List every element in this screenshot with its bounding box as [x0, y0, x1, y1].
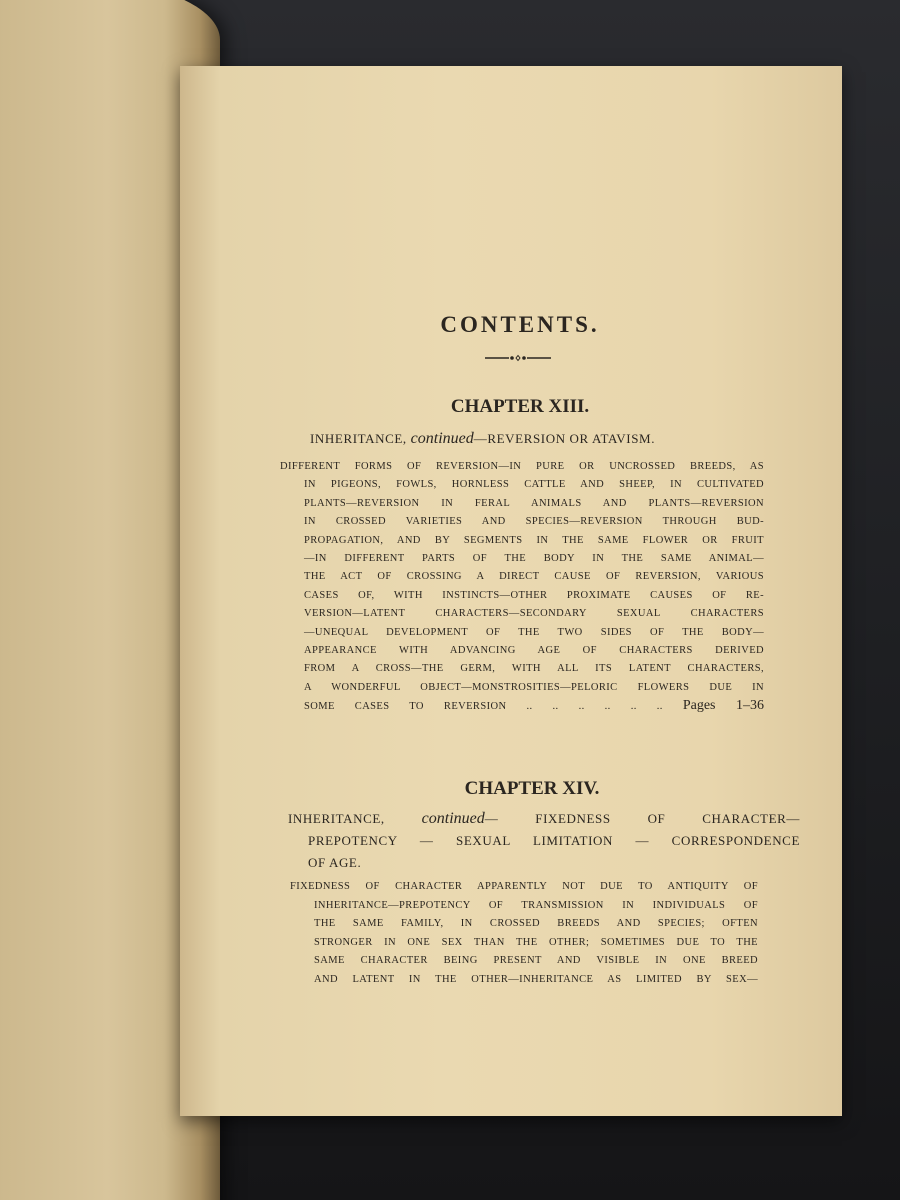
summary-line: IN PIGEONS, FOWLS, HORNLESS CATTLE AND SHEEP, IN CULTIVATED: [304, 479, 764, 491]
chapter-14-subtitle-italic: continued: [421, 810, 485, 827]
summary-last-line: [304, 697, 764, 715]
contents-page: [180, 66, 842, 1116]
chapter-14-subtitle: [288, 808, 800, 874]
summary-line: FIXEDNESS OF CHARACTER APPARENTLY NOT DUE TO ANTIQUITY OF: [290, 881, 758, 892]
chapter-14-subtitle-line-3: OF AGE.: [308, 855, 362, 870]
chapter-14-heading: CHAPTER XIV.: [464, 778, 600, 799]
summary-line: CASES OF, WITH INSTINCTS—OTHER PROXIMATE CAUSES OF RE-: [304, 589, 764, 601]
chapter-14-subtitle-line-1: [288, 808, 800, 830]
chapter-14-subtitle-line-2: PREPOTENCY — SEXUAL LIMITATION — CORRESPONDENCE: [308, 833, 800, 848]
contents-title: CONTENTS.: [440, 312, 600, 337]
summary-line: —UNEQUAL DEVELOPMENT OF THE TWO SIDES OF THE BODY—: [304, 626, 764, 638]
ornament-divider: [485, 353, 551, 363]
chapter-14-summary: [290, 878, 758, 990]
chapter-13-heading: CHAPTER XIII.: [450, 396, 590, 417]
summary-line: INHERITANCE—PREPOTENCY OF TRANSMISSION IN INDIVIDUALS OF: [314, 899, 758, 911]
summary-line: STRONGER IN ONE SEX THAN THE OTHER; SOMETIMES DUE TO THE: [314, 936, 758, 948]
summary-line: THE SAME FAMILY, IN CROSSED BREEDS AND SPECIES; OFTEN: [314, 918, 758, 930]
summary-line: PLANTS—REVERSION IN FERAL ANIMALS AND PLANTS—REVERSION: [304, 497, 764, 509]
chapter-14-subtitle-post: — FIXEDNESS OF CHARACTER—: [484, 811, 800, 826]
chapter-13-subtitle-post: —REVERSION OR ATAVISM.: [473, 431, 656, 446]
summary-line: IN CROSSED VARIETIES AND SPECIES—REVERSION THROUGH BUD-: [304, 516, 764, 528]
summary-line: PROPAGATION, AND BY SEGMENTS IN THE SAME FLOWER OR FRUIT: [304, 534, 764, 546]
summary-line: DIFFERENT FORMS OF REVERSION—IN PURE OR UNCROSSED BREEDS, AS: [280, 461, 764, 472]
chapter-13-subtitle-italic: continued: [410, 430, 474, 447]
chapter-13-subtitle-pre: INHERITANCE,: [310, 431, 407, 446]
summary-line: THE ACT OF CROSSING A DIRECT CAUSE OF REVERSION, VARIOUS: [304, 571, 764, 583]
summary-line: FROM A CROSS—THE GERM, WITH ALL ITS LATENT CHARACTERS,: [304, 663, 764, 675]
summary-line: SAME CHARACTER BEING PRESENT AND VISIBLE IN ONE BREED: [314, 955, 758, 967]
chapter-13-summary: [280, 458, 764, 715]
summary-line: AND LATENT IN THE OTHER—INHERITANCE AS LIMITED BY SEX—: [314, 973, 758, 985]
summary-line: —IN DIFFERENT PARTS OF THE BODY IN THE SAME ANIMAL—: [304, 552, 764, 564]
summary-line: APPEARANCE WITH ADVANCING AGE OF CHARACTERS DERIVED: [304, 644, 764, 656]
summary-line-dotted: SOME CASES TO REVERSION .. .. .. .. .. ..: [304, 701, 663, 713]
chapter-13-subtitle: [310, 428, 770, 450]
chapter-14-subtitle-pre: INHERITANCE,: [288, 811, 385, 826]
summary-line: VERSION—LATENT CHARACTERS—SECONDARY SEXUAL CHARACTERS: [304, 608, 764, 620]
page-range: Pages 1–36: [682, 698, 764, 714]
summary-line: A WONDERFUL OBJECT—MONSTROSITIES—PELORIC FLOWERS DUE IN: [304, 681, 764, 693]
